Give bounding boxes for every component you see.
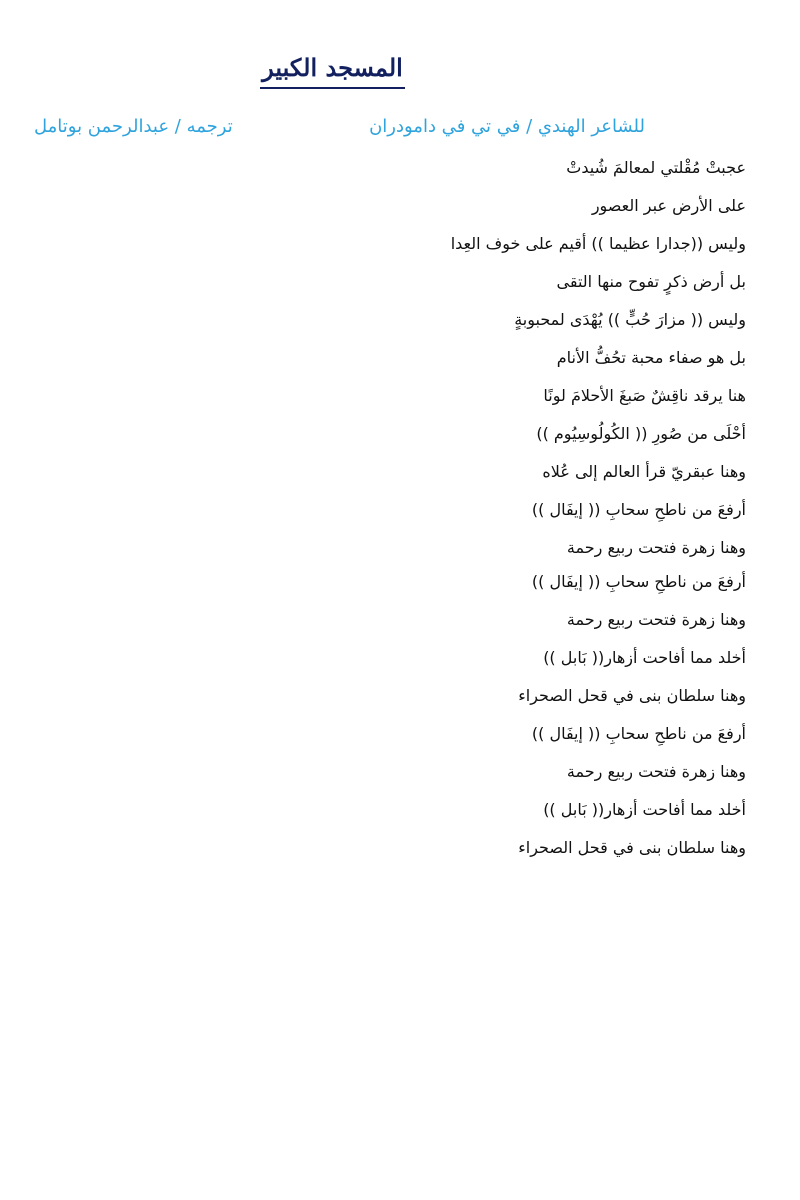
poem-title: المسجد الكبير	[260, 52, 405, 89]
poem-verse: أحْلَى من صُورِ (( الكُولُوسِيُوم ))	[536, 424, 746, 443]
poem-verse: وهنا عبقريّ قرأ العالم إلى عُلاه	[542, 462, 746, 481]
poem-verse: وهنا زهرة فتحت ربيع رحمة	[566, 538, 746, 557]
poem-verse: بل هو صفاء محبة تحُفُّ الأنام	[556, 348, 746, 367]
poem-verse: هنا يرقد ناقِشٌ صَبغَ الأحلامَ لونًا	[543, 386, 746, 405]
poem-verse: وهنا سلطان بنى في قحل الصحراء	[518, 838, 746, 857]
poem-verse: وهنا سلطان بنى في قحل الصحراء	[518, 686, 746, 705]
poem-verse: وهنا زهرة فتحت ربيع رحمة	[566, 610, 746, 629]
poem-verse: أخلد مما أفاحت أزهار(( بَابل ))	[543, 800, 746, 819]
poem-verse: وليس ((جدارا عظيما )) أقيم على خوف العِدا	[450, 234, 746, 253]
poem-verse: على الأرض عبر العصور	[591, 196, 746, 215]
poem-verse: أرفعَ من ناطحِ سحابِ (( إيفَال ))	[531, 572, 746, 591]
poem-verse: وليس (( مزارَ حُبٍّ )) يُهْدَى لمحبوبةٍ	[514, 310, 746, 329]
poem-verse: أرفعَ من ناطحِ سحابِ (( إيفَال ))	[531, 724, 746, 743]
poem-verse: أرفعَ من ناطحِ سحابِ (( إيفَال ))	[531, 500, 746, 519]
poem-verse: عجبتْ مُقْلتي لمعالمَ شُيدتْ	[566, 158, 746, 177]
poem-verse: بل أرض ذكرٍ تفوح منها التقى	[556, 272, 746, 291]
poem-verse: أخلد مما أفاحت أزهار(( بَابل ))	[543, 648, 746, 667]
poet-credit: للشاعر الهندي / في تي في دامودران	[369, 116, 645, 137]
poem-verse: وهنا زهرة فتحت ربيع رحمة	[566, 762, 746, 781]
poem-verses	[246, 151, 746, 869]
translator-credit: ترجمه / عبدالرحمن بوتامل	[34, 116, 233, 137]
